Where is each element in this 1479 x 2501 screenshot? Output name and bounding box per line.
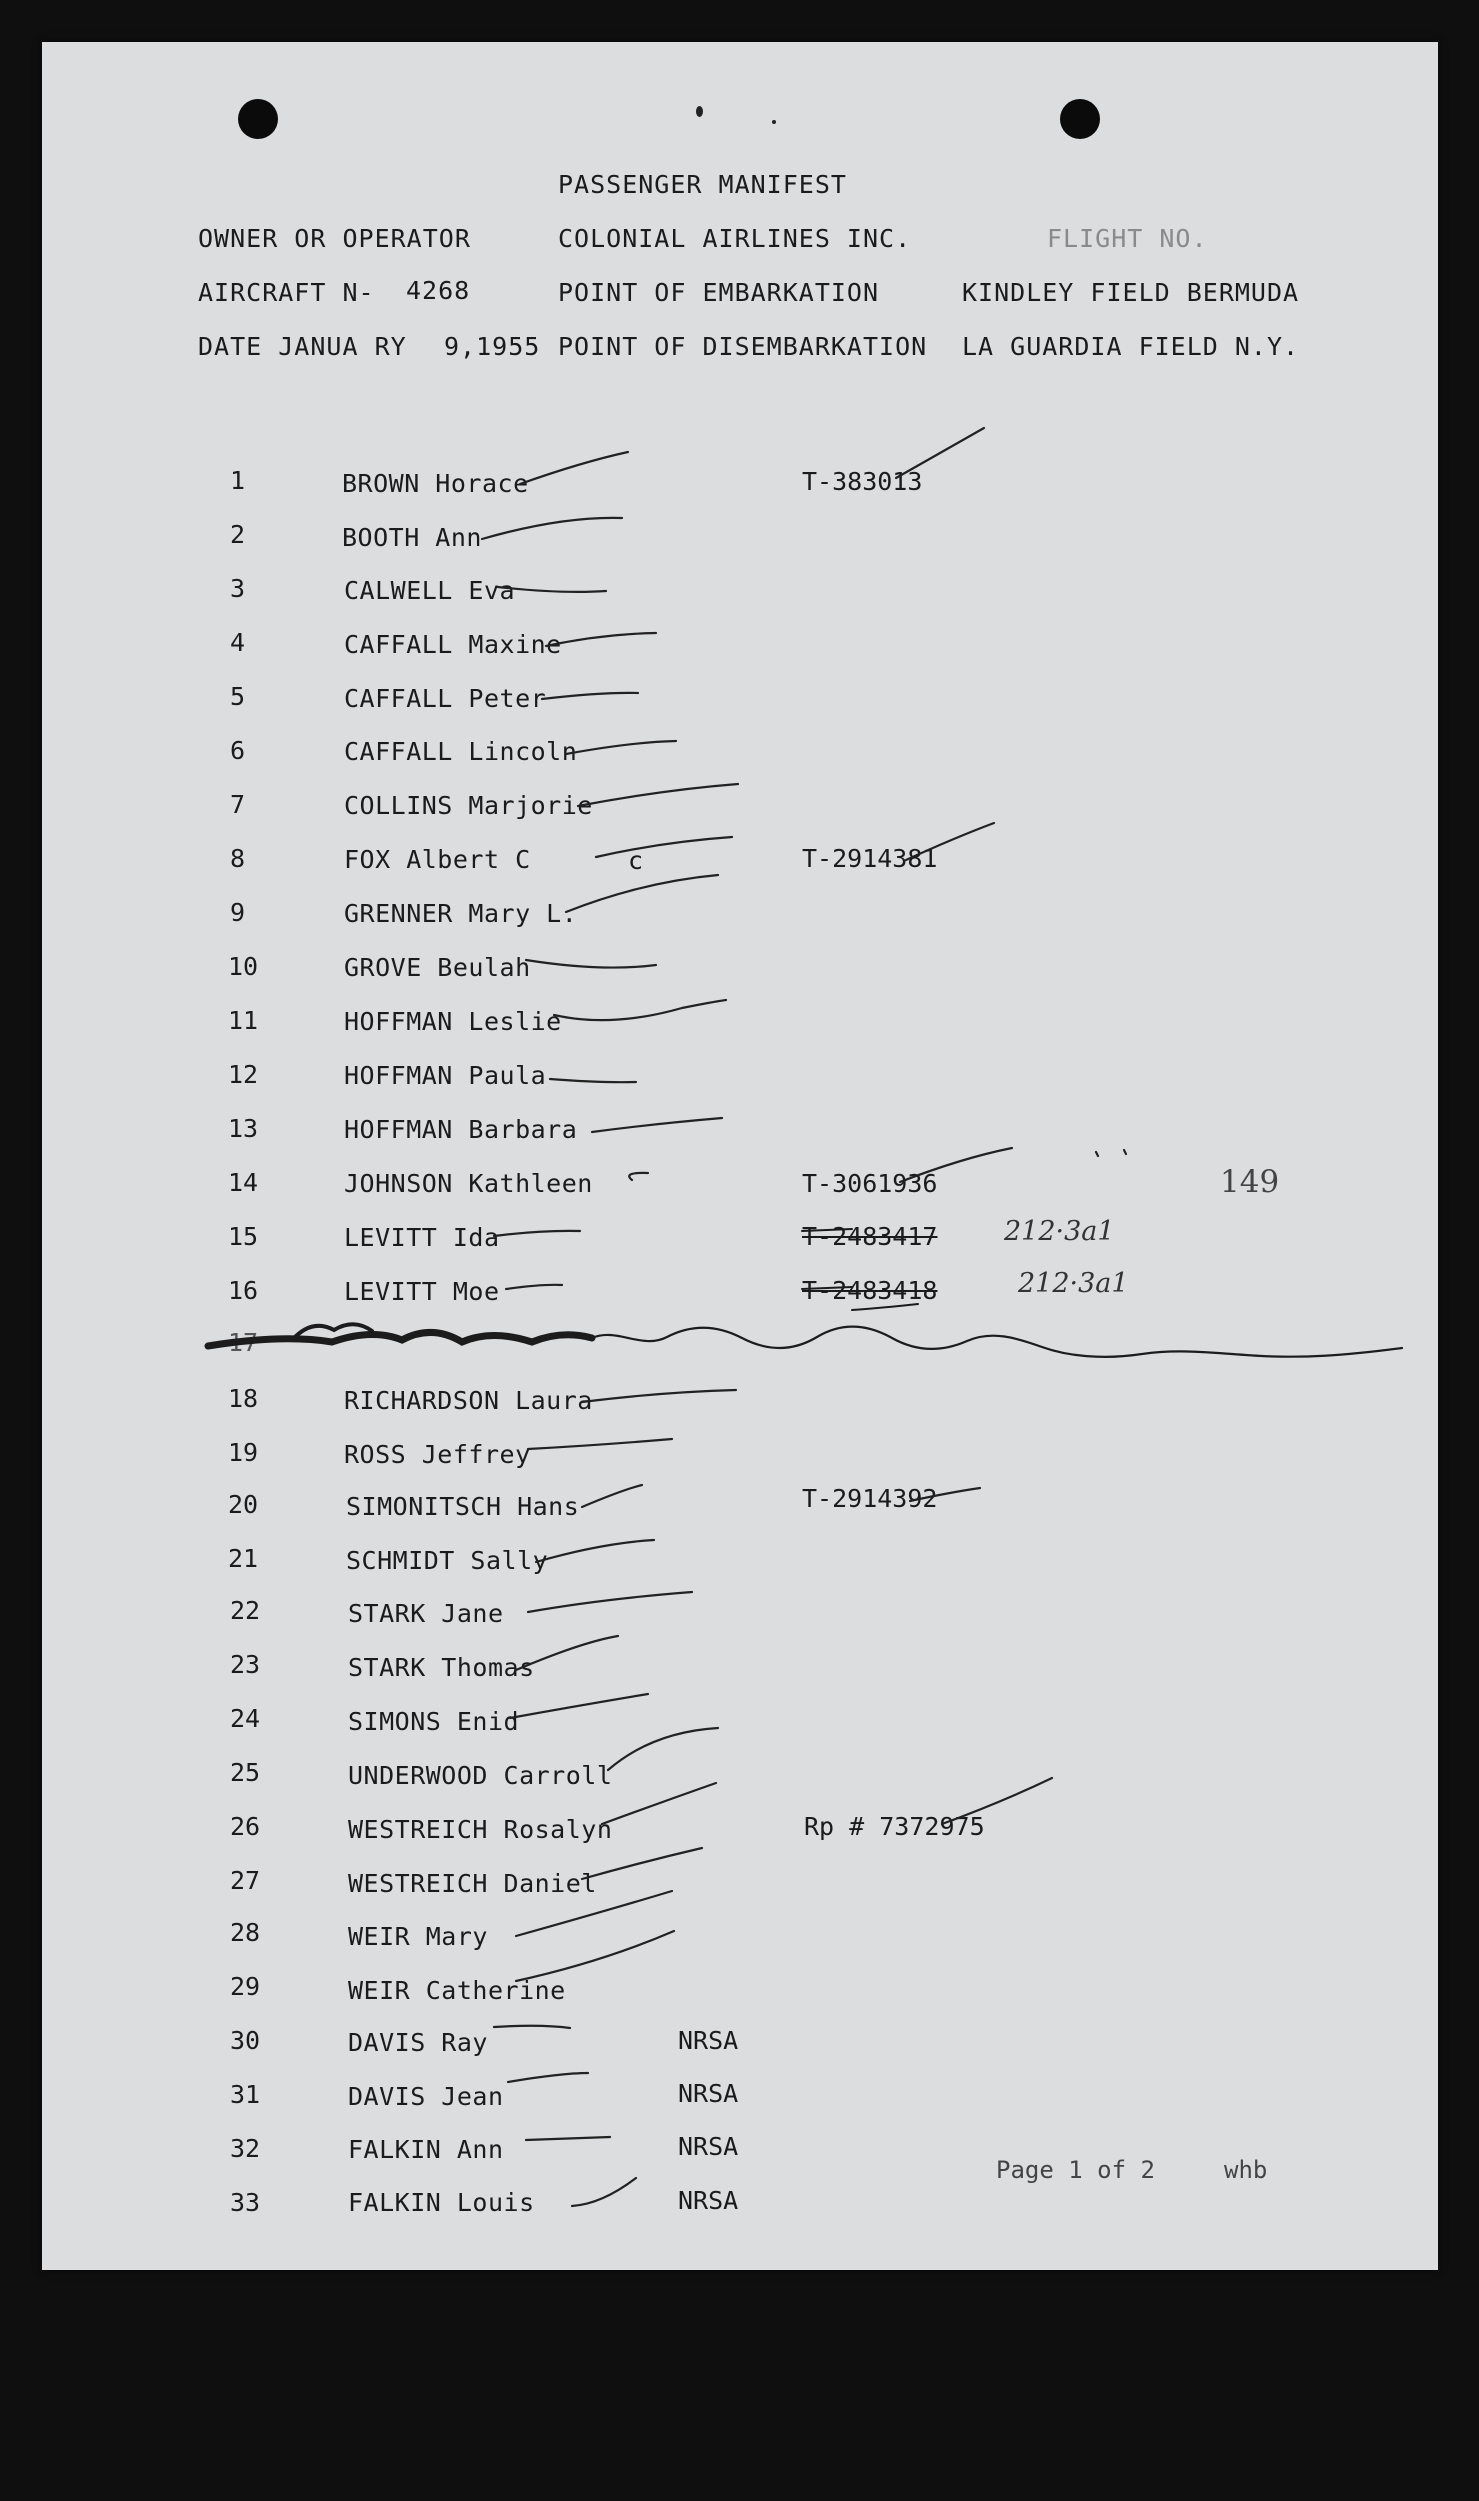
row-number: 30 [230,2026,261,2055]
passenger-name: BROWN Horace [342,469,529,498]
passenger-name: GRENNER Mary L. [344,899,578,928]
embark-value: KINDLEY FIELD BERMUDA [962,278,1300,307]
row-number-struck: 17 [228,1328,259,1357]
passenger-name: HOFFMAN Paula [344,1061,547,1090]
row-number: 1 [230,466,246,495]
passenger-name: SIMONITSCH Hans [346,1492,580,1521]
flight-label: FLIGHT NO. [1047,224,1208,253]
status-code: NRSA [678,2132,739,2161]
owner-label: OWNER OR OPERATOR [198,224,471,253]
row-number: 12 [228,1060,259,1089]
ticket-number: T-3061936 [802,1169,938,1198]
handwritten-note: 212·3a1 [1018,1268,1129,1299]
row-number: 19 [228,1438,259,1467]
passenger-name: CAFFALL Lincoln [344,737,578,766]
ticket-number: T-2914392 [802,1484,938,1513]
row-number: 28 [230,1918,261,1947]
passenger-name: LEVITT Ida [344,1223,500,1252]
passenger-name: LEVITT Moe [344,1277,500,1306]
passenger-name: UNDERWOOD Carroll [348,1761,613,1790]
row-number: 14 [228,1168,259,1197]
passenger-name: WESTREICH Daniel [348,1869,597,1898]
aircraft-label: AIRCRAFT N- [198,278,375,307]
ticket-number-struck: T-2483417 [802,1222,938,1251]
passenger-name: STARK Jane [348,1599,504,1628]
passenger-name: DAVIS Ray [348,2028,488,2057]
status-code: NRSA [678,2186,739,2215]
passenger-name: GROVE Beulah [344,953,531,982]
passenger-name: FALKIN Louis [348,2188,535,2217]
row-number: 2 [230,520,246,549]
row-number: 22 [230,1596,261,1625]
row-number: 13 [228,1114,259,1143]
passenger-name: CAFFALL Peter [344,684,547,713]
passenger-name: HOFFMAN Leslie [344,1007,562,1036]
passenger-name: WEIR Catherine [348,1976,566,2005]
passenger-name: ROSS Jeffrey [344,1440,531,1469]
row-number: 7 [230,790,246,819]
status-code: NRSA [678,2026,739,2055]
row-number: 5 [230,682,246,711]
row-number: 25 [230,1758,261,1787]
passenger-name: DAVIS Jean [348,2082,504,2111]
passenger-name: CAFFALL Maxine [344,630,562,659]
row-number: 21 [228,1544,259,1573]
embark-label: POINT OF EMBARKATION [558,278,880,307]
row-number: 20 [228,1490,259,1519]
page-count: Page 1 of 2 [996,2156,1155,2184]
handwritten-note: 212·3a1 [1004,1216,1115,1247]
passenger-name: WEIR Mary [348,1922,488,1951]
punch-hole-left [238,99,278,139]
date-label: DATE JANUA RY [198,332,407,361]
ticket-number: T-383013 [802,467,923,496]
row-number: 11 [228,1006,259,1035]
passenger-name: COLLINS Marjorie [344,791,593,820]
row-number: 8 [230,844,246,873]
row-number: 24 [230,1704,261,1733]
manifest-sheet [42,42,1438,2270]
clerk-initials: whb [1224,2156,1268,2184]
row-number: 27 [230,1866,261,1895]
date-value: 9,1955 [444,332,541,361]
row-number: 15 [228,1222,259,1251]
punch-hole-right [1060,99,1100,139]
row-number: 10 [228,952,259,981]
reference-number: Rp # 7372975 [804,1812,985,1841]
row-number: 31 [230,2080,261,2109]
ink-speck [696,106,703,117]
aircraft-value: 4268 [406,276,471,305]
disembark-label: POINT OF DISEMBARKATION [558,332,928,361]
passenger-name: SIMONS Enid [348,1707,520,1736]
passenger-name: SCHMIDT Sally [346,1546,549,1575]
row-number: 26 [230,1812,261,1841]
passenger-name: FOX Albert C [344,845,531,874]
ticket-number-struck: T-2483418 [802,1276,938,1305]
disembark-value: LA GUARDIA FIELD N.Y. [962,332,1300,361]
row-number: 29 [230,1972,261,2001]
passenger-name: HOFFMAN Barbara [344,1115,578,1144]
row-number: 32 [230,2134,261,2163]
passenger-name: WESTREICH Rosalyn [348,1815,613,1844]
passenger-name: RICHARDSON Laura [344,1386,593,1415]
passenger-name: JOHNSON Kathleen [344,1169,593,1198]
ticket-number: T-2914381 [802,844,938,873]
handwritten-initial: c [628,846,644,875]
passenger-name: STARK Thomas [348,1653,535,1682]
row-number: 18 [228,1384,259,1413]
row-number: 33 [230,2188,261,2217]
row-number: 4 [230,628,246,657]
row-number: 6 [230,736,246,765]
passenger-name: CALWELL Eva [344,576,516,605]
row-number: 3 [230,574,246,603]
page-number: 149 [1220,1164,1280,1200]
passenger-name: BOOTH Ann [342,523,482,552]
manifest-title: PASSENGER MANIFEST [558,170,847,199]
status-code: NRSA [678,2079,739,2108]
row-number: 16 [228,1276,259,1305]
row-number: 23 [230,1650,261,1679]
row-number: 9 [230,898,246,927]
passenger-name: FALKIN Ann [348,2135,504,2164]
ink-speck [772,120,776,124]
owner-value: COLONIAL AIRLINES INC. [558,224,912,253]
